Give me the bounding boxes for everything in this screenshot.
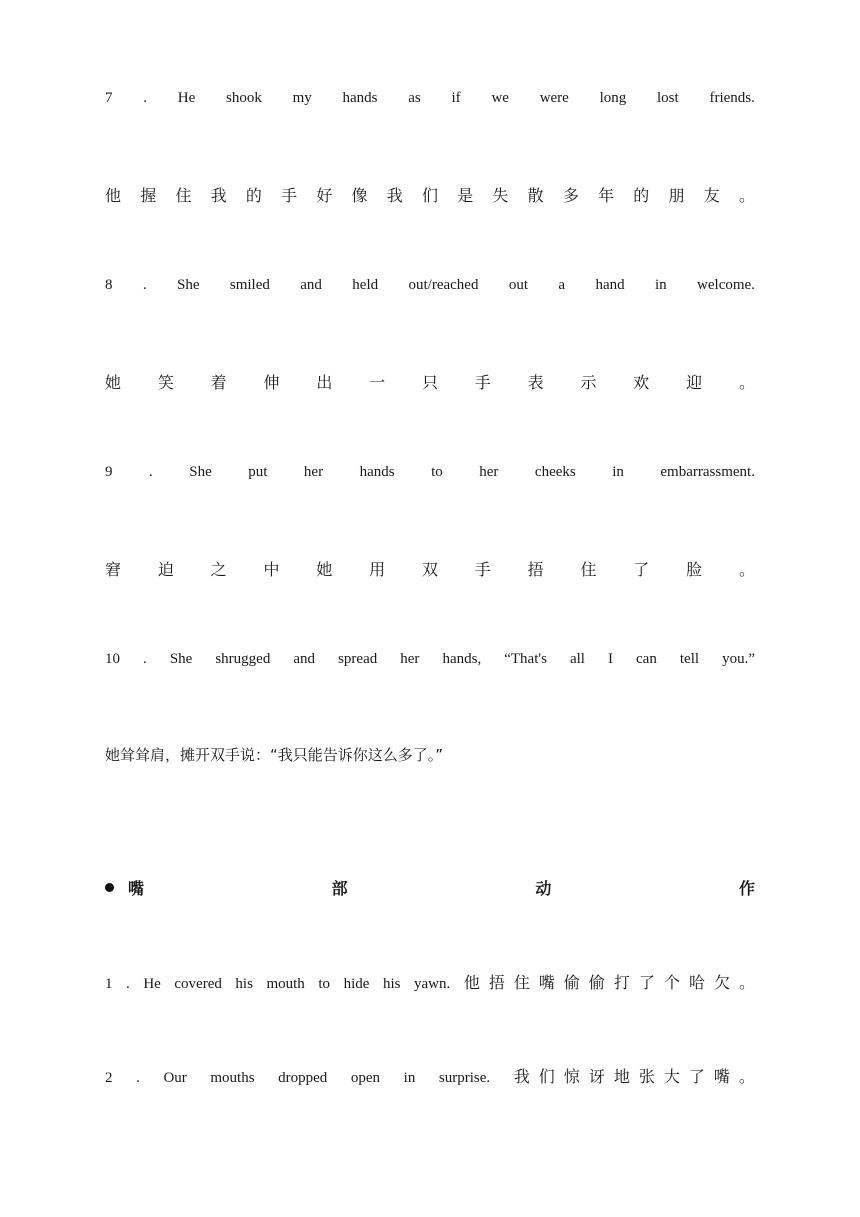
word: shrugged <box>215 651 271 667</box>
word: 的 <box>245 186 262 205</box>
word: 1 <box>105 976 113 992</box>
word: 示 <box>580 373 597 392</box>
word: if <box>451 90 461 106</box>
word: He <box>143 976 161 992</box>
chinese-char: 欠 <box>713 973 730 992</box>
word: 手 <box>474 373 491 392</box>
word: 7 <box>105 90 113 106</box>
word: and <box>300 277 322 293</box>
word: 年 <box>598 186 615 205</box>
chinese-char: 惊 <box>563 1067 580 1086</box>
word: her <box>479 464 499 480</box>
word: 散 <box>527 186 544 205</box>
word: 表 <box>527 373 544 392</box>
word: 窘 <box>105 560 122 579</box>
word: his <box>382 976 401 992</box>
word: Our <box>163 1070 187 1086</box>
sentence-7-en <box>105 90 755 107</box>
chinese-char: 哈 <box>688 973 705 992</box>
chinese-char: 了 <box>688 1067 705 1086</box>
chinese-char: 张 <box>638 1067 655 1086</box>
chinese-translation <box>514 1064 755 1087</box>
heading-char: 作 <box>738 879 755 898</box>
sentence-7-zh <box>105 183 755 206</box>
word: 8 <box>105 277 113 293</box>
word: 笑 <box>157 373 174 392</box>
sentence-9-en <box>105 464 755 481</box>
word: 我 <box>386 186 403 205</box>
word: open <box>350 1070 381 1086</box>
word: lost <box>657 90 679 106</box>
word: a <box>558 277 566 293</box>
chinese-char: 我 <box>513 1067 530 1086</box>
word: I <box>607 651 613 667</box>
word: were <box>539 90 569 106</box>
mouth-sentence-1 <box>105 970 755 993</box>
word: 脸 <box>686 560 703 579</box>
word: . <box>149 464 153 480</box>
word: . <box>143 651 147 667</box>
word: 中 <box>263 560 280 579</box>
word: out/reached <box>408 277 479 293</box>
word: his <box>235 976 253 992</box>
word: 住 <box>175 186 192 205</box>
word: hands <box>342 90 378 106</box>
word: dropped <box>278 1070 328 1086</box>
word: cheeks <box>534 464 576 480</box>
word: my <box>292 90 312 106</box>
word: in <box>403 1070 416 1086</box>
word: in <box>612 464 624 480</box>
word: 了 <box>633 560 650 579</box>
chinese-char: 个 <box>663 973 680 992</box>
word: 双 <box>421 560 438 579</box>
heading-char: 部 <box>331 879 348 898</box>
sentence-9-zh <box>105 557 755 580</box>
chinese-char: 他 <box>463 973 480 992</box>
chinese-char: 大 <box>663 1067 680 1086</box>
word: 握 <box>140 186 157 205</box>
word: 只 <box>421 373 438 392</box>
word: to <box>318 976 331 992</box>
word: 手 <box>474 560 491 579</box>
heading-first <box>105 876 144 899</box>
word: as <box>408 90 421 106</box>
word: 。 <box>738 560 755 579</box>
word: 着 <box>210 373 227 392</box>
word: we <box>491 90 509 106</box>
word: She <box>169 651 193 667</box>
chinese-char: 们 <box>538 1067 555 1086</box>
chinese-char: 住 <box>513 973 530 992</box>
word: held <box>352 277 379 293</box>
word: smiled <box>229 277 270 293</box>
word: 欢 <box>633 373 650 392</box>
word: 她 <box>316 560 333 579</box>
word: 她 <box>105 373 122 392</box>
word: 们 <box>421 186 438 205</box>
word: her <box>400 651 420 667</box>
word: 他 <box>105 186 122 205</box>
word: shook <box>226 90 262 106</box>
word: 友 <box>703 186 720 205</box>
word: He <box>177 90 196 106</box>
chinese-char: 。 <box>738 1067 755 1086</box>
word: hands, <box>442 651 482 667</box>
word: 朋 <box>668 186 685 205</box>
word: to <box>431 464 443 480</box>
word: 一 <box>369 373 386 392</box>
word: She <box>189 464 212 480</box>
word: 9 <box>105 464 113 480</box>
word: 。 <box>738 373 755 392</box>
chinese-char: 讶 <box>588 1067 605 1086</box>
word: 10 <box>105 651 120 667</box>
word: 迎 <box>686 373 703 392</box>
word: embarrassment. <box>660 464 755 480</box>
word: 的 <box>633 186 650 205</box>
bullet-icon <box>105 883 114 892</box>
word: out <box>508 277 529 293</box>
word: 2 <box>105 1070 113 1086</box>
word: 手 <box>281 186 298 205</box>
word: 多 <box>562 186 579 205</box>
word: 捂 <box>527 560 544 579</box>
section-heading-mouth <box>105 876 755 899</box>
word: 之 <box>210 560 227 579</box>
sentence-10-zh: 她耸耸肩，摊开双手说：“我只能告诉你这么多了。” <box>105 746 444 764</box>
mouth-sentence-2 <box>105 1064 755 1087</box>
word: 迫 <box>157 560 174 579</box>
word: . <box>142 277 147 293</box>
word: spread <box>338 651 378 667</box>
word: and <box>293 651 316 667</box>
chinese-char: 嘴 <box>538 973 555 992</box>
chinese-char: 了 <box>638 973 655 992</box>
word: 伸 <box>263 373 280 392</box>
word: 失 <box>492 186 509 205</box>
word: surprise. <box>438 1070 491 1086</box>
word: 住 <box>580 560 597 579</box>
word: . <box>126 976 130 992</box>
word: 像 <box>351 186 368 205</box>
chinese-char: 。 <box>738 973 755 992</box>
sentence-8-en <box>105 277 755 294</box>
word: 用 <box>369 560 386 579</box>
chinese-translation <box>464 970 755 993</box>
chinese-char: 偷 <box>563 973 580 992</box>
word: you.” <box>722 651 755 667</box>
word: in <box>654 277 667 293</box>
chinese-char: 地 <box>613 1067 630 1086</box>
word: tell <box>679 651 700 667</box>
word: friends. <box>709 90 755 106</box>
word: 是 <box>457 186 474 205</box>
word: put <box>248 464 268 480</box>
word: mouths <box>210 1070 255 1086</box>
word: mouth <box>266 976 305 992</box>
sentence-8-zh <box>105 370 755 393</box>
chinese-char: 偷 <box>588 973 605 992</box>
word: She <box>177 277 200 293</box>
word: . <box>143 90 147 106</box>
chinese-char: 捂 <box>488 973 505 992</box>
word: long <box>599 90 627 106</box>
word: yawn. <box>414 976 451 992</box>
word: 。 <box>738 186 755 205</box>
word: hide <box>343 976 370 992</box>
word: all <box>569 651 585 667</box>
word: “That's <box>504 651 547 667</box>
word: 我 <box>210 186 227 205</box>
chinese-char: 打 <box>613 973 630 992</box>
word: can <box>636 651 657 667</box>
word: covered <box>174 976 222 992</box>
word: 出 <box>316 373 333 392</box>
word: welcome. <box>697 277 755 293</box>
word: hand <box>595 277 625 293</box>
word: hands <box>359 464 395 480</box>
heading-char: 嘴 <box>128 879 145 898</box>
sentence-10-en <box>105 651 755 668</box>
chinese-char: 嘴 <box>713 1067 730 1086</box>
heading-char: 动 <box>535 879 552 898</box>
word: her <box>303 464 324 480</box>
word: 好 <box>316 186 333 205</box>
word: . <box>136 1070 140 1086</box>
